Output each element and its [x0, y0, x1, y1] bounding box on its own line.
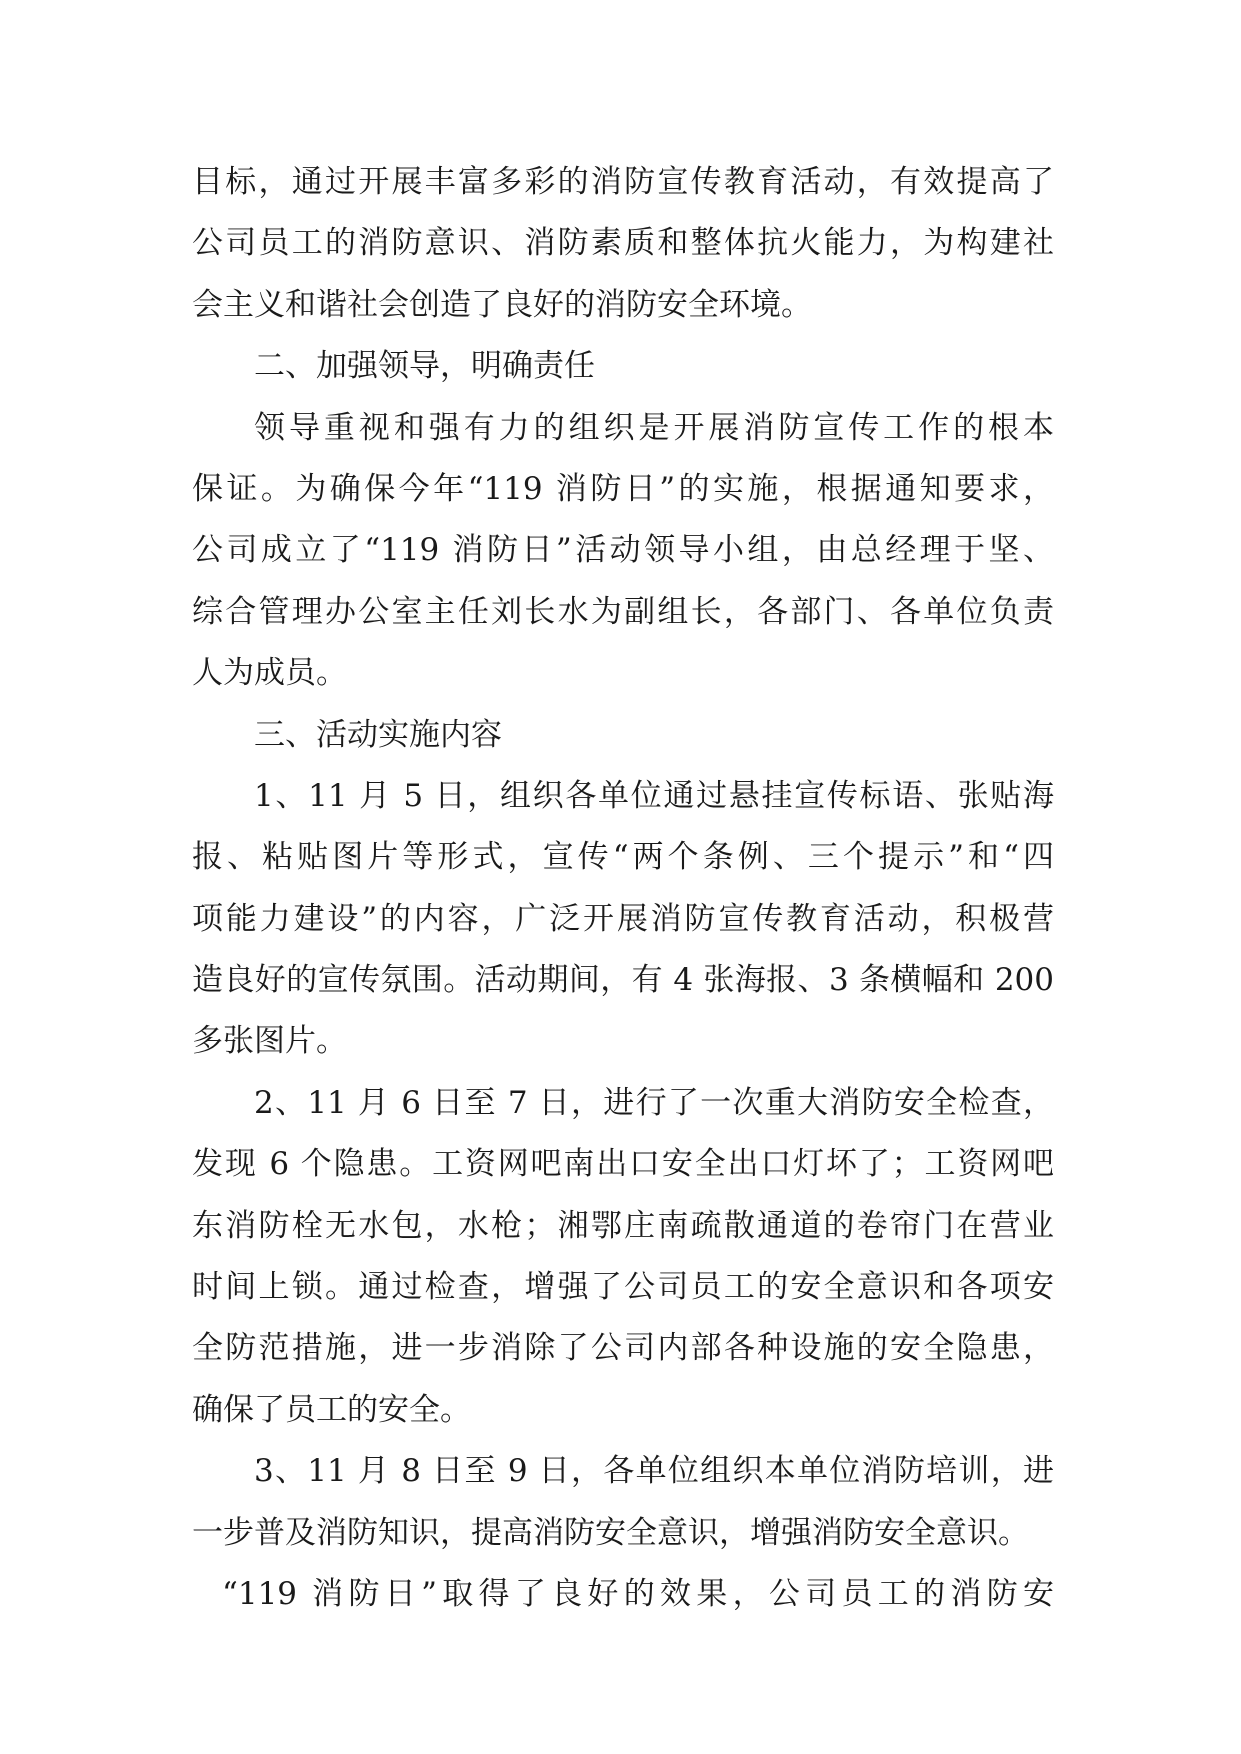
- section-heading-3: 三、活动实施内容: [254, 716, 502, 753]
- section-heading-2: 二、加强领导，明确责任: [254, 348, 595, 385]
- text-line: 一步普及消防知识，提高消防安全意识，增强消防安全意识。: [192, 1514, 1029, 1551]
- paragraph-conclusion: [192, 1564, 1054, 1625]
- list-item-3: [192, 1441, 1054, 1564]
- text-line: 保证。为确保今年“119 消防日”的实施，根据通知要求，: [192, 470, 1054, 507]
- text-line: 发现 6 个隐患。工资网吧南出口安全出口灯坏了；工资网吧: [192, 1146, 1054, 1183]
- text-line: 公司成立了“119 消防日”活动领导小组，由总经理于坚、: [192, 532, 1054, 569]
- text-line: 造良好的宣传氛围。活动期间，有 4 张海报、3 条横幅和 200: [192, 962, 1054, 999]
- text-line: 公司员工的消防意识、消防素质和整体抗火能力，为构建社: [192, 225, 1054, 262]
- text-line: 人为成员。: [192, 655, 347, 692]
- document-body: [192, 152, 1054, 1625]
- text-line: 综合管理办公室主任刘长水为副组长，各部门、各单位负责: [192, 593, 1054, 630]
- list-item-2: [192, 1073, 1054, 1441]
- text-line: 确保了员工的安全。: [192, 1391, 471, 1428]
- text-line: 东消防栓无水包，水枪；湘鄂庄南疏散通道的卷帘门在营业: [192, 1207, 1054, 1244]
- text-line: 多张图片。: [192, 1023, 347, 1060]
- text-line: 领导重视和强有力的组织是开展消防宣传工作的根本: [254, 409, 1054, 446]
- text-line: 2、11 月 6 日至 7 日，进行了一次重大消防安全检查，: [254, 1084, 1054, 1121]
- text-line: 1、11 月 5 日，组织各单位通过悬挂宣传标语、张贴海: [254, 777, 1054, 814]
- text-line: 全防范措施，进一步消除了公司内部各种设施的安全隐患，: [192, 1330, 1054, 1367]
- text-line: “119 消防日”取得了良好的效果，公司员工的消防安: [222, 1575, 1054, 1612]
- text-line: 项能力建设”的内容，广泛开展消防宣传教育活动，积极营: [192, 900, 1054, 937]
- list-item-1: [192, 766, 1054, 1073]
- text-line: 时间上锁。通过检查，增强了公司员工的安全意识和各项安: [192, 1269, 1054, 1306]
- text-line: 目标，通过开展丰富多彩的消防宣传教育活动，有效提高了: [192, 164, 1054, 200]
- text-line: 报、粘贴图片等形式，宣传“两个条例、三个提示”和“四: [192, 839, 1054, 876]
- paragraph-leadership: [192, 398, 1054, 705]
- paragraph-goal-continued: [192, 152, 1054, 336]
- text-line: 3、11 月 8 日至 9 日，各单位组织本单位消防培训，进: [254, 1453, 1054, 1490]
- text-line: 会主义和谐社会创造了良好的消防安全环境。: [192, 286, 812, 323]
